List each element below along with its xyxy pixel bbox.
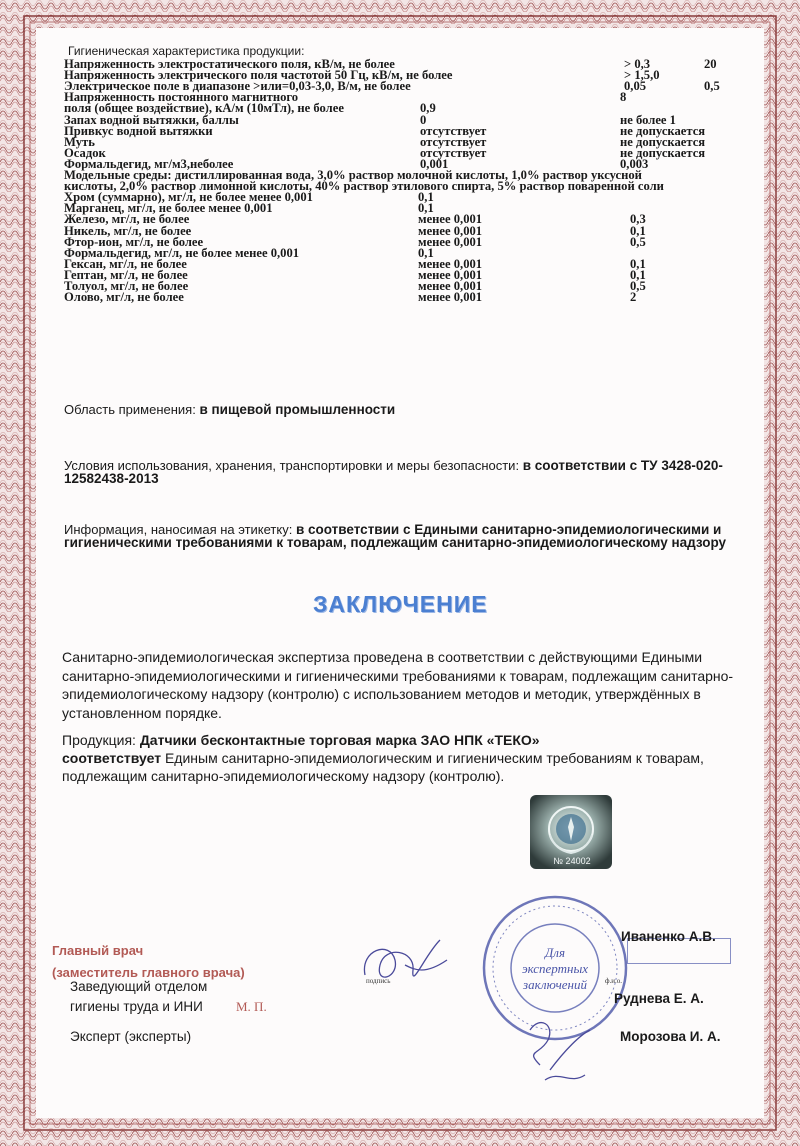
model-media-line-1: Модельные среды: дистиллированная вода, 3,0% раствор молочной кислоты, 1,0% раствор уксусной bbox=[64, 168, 642, 182]
mp-label: М. П. bbox=[236, 999, 267, 1014]
migration-row-label: Гептан, мг/л, не более bbox=[64, 267, 188, 282]
characteristics-header: Гигиеническая характеристика продукции: bbox=[68, 44, 305, 58]
migration-row-norm: 0,5 bbox=[630, 234, 646, 249]
conclusion-text bbox=[62, 648, 733, 722]
param-row-extra: 20 bbox=[704, 57, 717, 71]
conditions-label: Условия использования, хранения, транспортировки и меры безопасности: bbox=[64, 458, 520, 473]
migration-row-label: Никель, мг/л, не более bbox=[64, 223, 192, 238]
migration-row-value: менее 0,001 bbox=[418, 290, 483, 305]
migration-row-value: менее 0,001 bbox=[418, 223, 483, 238]
hologram-emblem bbox=[530, 795, 612, 869]
hologram-number: № 24002 bbox=[553, 856, 591, 866]
head-dept-line-2: гигиены труда и ИНИ bbox=[70, 999, 203, 1014]
param-row-norm: > 1,5,0 bbox=[624, 68, 660, 83]
conclusion-line: Санитарно-эпидемиологическая экспертиза проведена в соответствии с действующими Едиными bbox=[62, 649, 703, 665]
conclusion-line: эпидемиологическому надзору (контролю) с использованием методов и методик, утверждённых в bbox=[62, 686, 701, 702]
migration-row-label: Гексан, мг/л, не более bbox=[64, 256, 187, 271]
migration-row-value: менее 0,001 bbox=[418, 267, 483, 282]
param-row-label: Электрическое поле в диапазоне >или=0,03-3,0, В/м, не более bbox=[64, 79, 411, 94]
migration-row-norm: 0,1 bbox=[630, 267, 646, 282]
migration-row-label: Толуол, мг/л, не более bbox=[64, 279, 189, 293]
param-row-norm: 8 bbox=[620, 90, 627, 105]
signature-scribble bbox=[355, 930, 455, 1000]
migration-row-label: Железо, мг/л, не более bbox=[64, 212, 190, 227]
conditions-line bbox=[64, 458, 723, 473]
conclusion-line: санитарно-эпидемиологическими и гигиеническими требованиями к товарам, подлежащим санитарно- bbox=[62, 667, 734, 684]
migration-row-norm: 0,3 bbox=[630, 212, 646, 227]
param-row-label: Осадок bbox=[64, 145, 106, 160]
scope-label: Область применения: bbox=[64, 402, 196, 417]
migration-row-value: 0,1 bbox=[418, 190, 434, 205]
param-row-value: 0,001 bbox=[420, 156, 449, 171]
verdict-word: соответствует bbox=[62, 750, 162, 766]
product-label: Продукция: bbox=[62, 732, 136, 748]
head-name: Руднева Е. А. bbox=[614, 991, 704, 1006]
migration-row-value: 0,1 bbox=[418, 201, 434, 216]
migration-row-label: Марганец, мг/л, не более менее 0,001 bbox=[64, 201, 273, 216]
migration-row-label: Хром (суммарно), мг/л, не более менее 0,001 bbox=[64, 190, 313, 205]
param-row-label: Напряженность электрического поля частотой 50 Гц, кВ/м, не более bbox=[64, 68, 453, 83]
scope-line bbox=[64, 402, 395, 417]
model-media-line-2: кислоты, 2,0% раствор лимонной кислоты, 40% раствор этилового спирта, 5% раствор поваренной соли bbox=[64, 179, 664, 194]
svg-text:Для: Для bbox=[545, 945, 565, 960]
param-row-norm: не допускается bbox=[620, 123, 706, 138]
param-row-value: 0,9 bbox=[420, 101, 436, 116]
migration-row-value: менее 0,001 bbox=[418, 279, 483, 293]
expert-name: Морозова И. А. bbox=[620, 1029, 721, 1044]
head-dept-line-1: Заведующий отделом bbox=[70, 979, 208, 994]
param-row-label: поля (общее воздействие), кА/м (10мТл), не более bbox=[64, 101, 344, 116]
param-row-label: Привкус водной вытяжки bbox=[64, 123, 213, 138]
product-name: Датчики бесконтактные торговая марка ЗАО НПК «ТЕКО» bbox=[139, 732, 540, 748]
experts-label: Эксперт (эксперты) bbox=[70, 1029, 192, 1044]
migration-row-value: менее 0,001 bbox=[418, 256, 483, 271]
migration-row-norm: 2 bbox=[630, 290, 637, 305]
migration-row-value: менее 0,001 bbox=[418, 212, 483, 227]
expert-signature-scribble bbox=[510, 1010, 610, 1095]
verdict-rest: Единым санитарно-эпидемиологическим и гигиеническим требованиям к товарам, bbox=[164, 750, 704, 766]
param-row-norm: 0,05 bbox=[624, 79, 647, 94]
migration-row-norm: 0,1 bbox=[630, 256, 646, 271]
param-row-norm: не допускается bbox=[620, 134, 706, 149]
verdict-line bbox=[62, 749, 775, 768]
podpis-caption: подпись bbox=[366, 977, 391, 985]
product-line bbox=[62, 731, 540, 750]
chief-doctor-label: Главный врач bbox=[52, 943, 144, 958]
verdict-line-2: подлежащим санитарно-эпидемиологическому надзору (контролю). bbox=[62, 768, 505, 784]
param-row-norm: не более 1 bbox=[620, 112, 676, 127]
migration-row-label: Олово, мг/л, не более bbox=[64, 290, 184, 305]
param-row-label: Формальдегид, мг/м3,неболее bbox=[64, 156, 234, 171]
param-row-norm: не допускается bbox=[620, 145, 706, 160]
deputy-label: (заместитель главного врача) bbox=[52, 965, 245, 980]
param-row-label: Напряженность постоянного магнитного bbox=[64, 90, 299, 105]
label-info-value-cont: гигиеническими требованиями к товарам, подлежащим санитарно-эпидемиологическому надзору bbox=[64, 535, 727, 550]
chief-name: Иваненко А.В. bbox=[621, 929, 716, 944]
migration-row-label: Фтор-ион, мг/л, не более bbox=[64, 234, 204, 249]
param-row-value: отсутствует bbox=[420, 123, 487, 138]
param-row-norm: > 0,3 bbox=[624, 57, 651, 71]
migration-row-label: Формальдегид, мг/л, не более менее 0,001 bbox=[64, 245, 300, 260]
conditions-value: в соответствии с ТУ 3428-020- bbox=[522, 458, 723, 473]
svg-text:экспертных: экспертных bbox=[521, 961, 589, 976]
conclusion-title: ЗАКЛЮЧЕНИЕ bbox=[313, 591, 488, 617]
migration-row-value: 0,1 bbox=[418, 245, 434, 260]
param-row-value: 0 bbox=[420, 112, 427, 127]
param-row-label: Муть bbox=[64, 134, 95, 149]
param-row-value: отсутствует bbox=[420, 134, 487, 149]
param-row-label: Напряженность электростатического поля, кВ/м, не более bbox=[64, 57, 395, 71]
migration-row-value: менее 0,001 bbox=[418, 234, 483, 249]
param-row-value: отсутствует bbox=[420, 145, 487, 160]
param-row-extra: 0,5 bbox=[704, 79, 720, 94]
param-row-label: Запах водной вытяжки, баллы bbox=[64, 112, 239, 127]
migration-row-norm: 0,5 bbox=[630, 279, 646, 293]
svg-text:заключений: заключений bbox=[523, 977, 587, 992]
param-row-norm: 0,003 bbox=[620, 156, 649, 171]
conditions-value-cont: 12582438-2013 bbox=[64, 471, 159, 486]
conclusion-line: установленном порядке. bbox=[62, 704, 222, 721]
migration-row-norm: 0,1 bbox=[630, 223, 646, 238]
label-info-value: в соответствии с Едиными санитарно-эпидемиологическими и bbox=[295, 522, 722, 537]
label-info-label: Информация, наносимая на этикетку: bbox=[64, 522, 293, 537]
scope-value: в пищевой промышленности bbox=[199, 402, 396, 417]
fio-caption: ф.и.о. bbox=[605, 977, 623, 985]
